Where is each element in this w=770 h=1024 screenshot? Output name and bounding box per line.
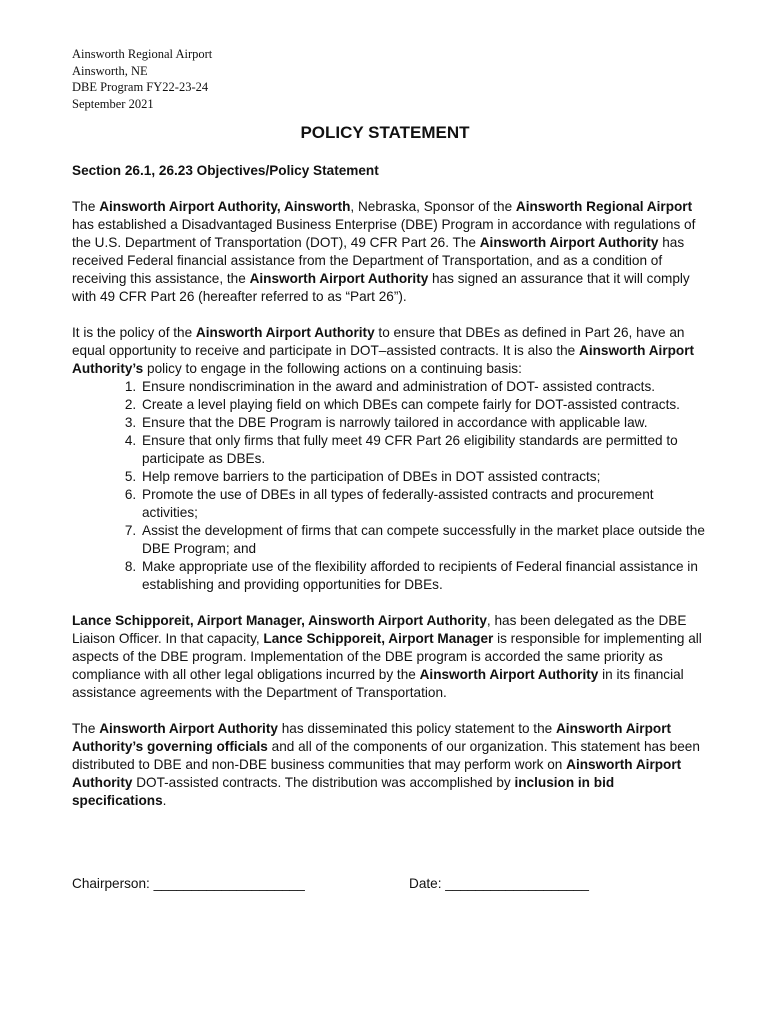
- bold-run: Ainsworth Airport Authority: [72, 757, 682, 790]
- text-run: It is the policy of the: [72, 325, 196, 340]
- text-run: has signed an assurance that it will comply with 49 CFR Part 26 (hereafter referred to as “Part 26”).: [72, 271, 690, 304]
- text-run: The: [72, 199, 100, 214]
- bold-run: Ainsworth Airport Authority, Ainsworth: [99, 199, 351, 214]
- bold-run: inclusion in bid specifications: [72, 775, 615, 808]
- text-run: and all of the components of our organization. This statement has been distributed to DBE and non-DBE business communities that may perform work on: [72, 739, 700, 772]
- bold-run: Ainsworth Regional Airport: [515, 199, 693, 214]
- bold-run: Ainsworth Airport Authority: [195, 325, 375, 340]
- list-item: 1. Ensure nondiscrimination in the award and administration of DOT- assisted contracts.: [140, 378, 712, 396]
- list-item: 2. Create a level playing field on which DBEs can compete fairly for DOT-assisted contracts.: [140, 396, 712, 414]
- text-run: policy to engage in the following actions on a continuing basis:: [143, 361, 522, 376]
- text-run: to ensure that DBEs as defined in Part 26, have an equal opportunity to receive and participate in DOT–assisted contracts. It is also the: [72, 325, 685, 358]
- text-run: DOT-assisted contracts. The distribution was accomplished by: [132, 775, 515, 790]
- bold-run: Ainsworth Airport Authority’s: [72, 343, 695, 376]
- header-airport-name: Ainsworth Regional Airport: [72, 47, 213, 61]
- paragraph-liaison-officer: [72, 612, 712, 702]
- list-item: 6. Promote the use of DBEs in all types of federally-assisted contracts and procurement activities;: [140, 486, 712, 522]
- document-header: [72, 46, 212, 112]
- list-item: 8. Make appropriate use of the flexibility afforded to recipients of Federal financial assistance in establishing and providing opportunities for DBEs.: [140, 558, 712, 594]
- text-run: , has been delegated as the DBE Liaison Officer. In that capacity,: [72, 613, 687, 646]
- text-run: .: [162, 793, 167, 808]
- header-location: Ainsworth, NE: [72, 63, 148, 78]
- bold-run: Lance Schipporeit, Airport Manager: [263, 631, 494, 646]
- paragraph-sponsor: [72, 198, 712, 306]
- date-signature-line: Date: ___________________: [409, 876, 589, 891]
- text-run: has received Federal financial assistance from the Department of Transportation, and as a condition of receiving this assistance, the: [72, 235, 685, 286]
- bold-run: Lance Schipporeit, Airport Manager, Ainsworth Airport Authority: [72, 613, 487, 628]
- policy-actions-list: [72, 378, 712, 594]
- list-item: 4. Ensure that only firms that fully meet 49 CFR Part 26 eligibility standards are permitted to participate as DBEs.: [140, 432, 712, 468]
- list-item: 7. Assist the development of firms that can compete successfully in the market place outside the DBE Program; and: [140, 522, 712, 558]
- text-run: The: [72, 721, 100, 736]
- paragraph-policy: [72, 324, 712, 378]
- bold-run: Ainsworth Airport Authority: [99, 721, 278, 736]
- header-date: September 2021: [72, 96, 154, 111]
- bold-run: Ainsworth Airport Authority: [419, 667, 599, 682]
- document-body: [72, 162, 712, 828]
- text-run: in its financial assistance agreements with the Department of Transportation.: [72, 667, 684, 700]
- paragraph-dissemination: [72, 720, 712, 810]
- header-program: DBE Program FY22-23-24: [72, 80, 209, 94]
- list-item: 3. Ensure that the DBE Program is narrowly tailored in accordance with applicable law.: [140, 414, 712, 432]
- chairperson-signature-line: Chairperson: ____________________: [72, 876, 305, 891]
- text-run: , Nebraska, Sponsor of the: [350, 199, 516, 214]
- page-title: POLICY STATEMENT: [300, 123, 470, 142]
- section-heading: Section 26.1, 26.23 Objectives/Policy Statement: [72, 163, 379, 178]
- bold-run: Ainsworth Airport Authority: [249, 271, 429, 286]
- text-run: is responsible for implementing all aspects of the DBE program. Implementation of the DBE program is accorded the same priority as compliance with all other legal obligations incurred by the: [72, 631, 702, 682]
- text-run: has disseminated this policy statement to the: [277, 721, 556, 736]
- text-run: has established a Disadvantaged Business Enterprise (DBE) Program in accordance with regulations of the U.S. Department of Transportation (DOT), 49 CFR Part 26. The: [72, 217, 696, 250]
- list-item: 5. Help remove barriers to the participation of DBEs in DOT assisted contracts;: [140, 468, 712, 486]
- bold-run: Ainsworth Airport Authority’s governing officials: [72, 721, 672, 754]
- bold-run: Ainsworth Airport Authority: [479, 235, 659, 250]
